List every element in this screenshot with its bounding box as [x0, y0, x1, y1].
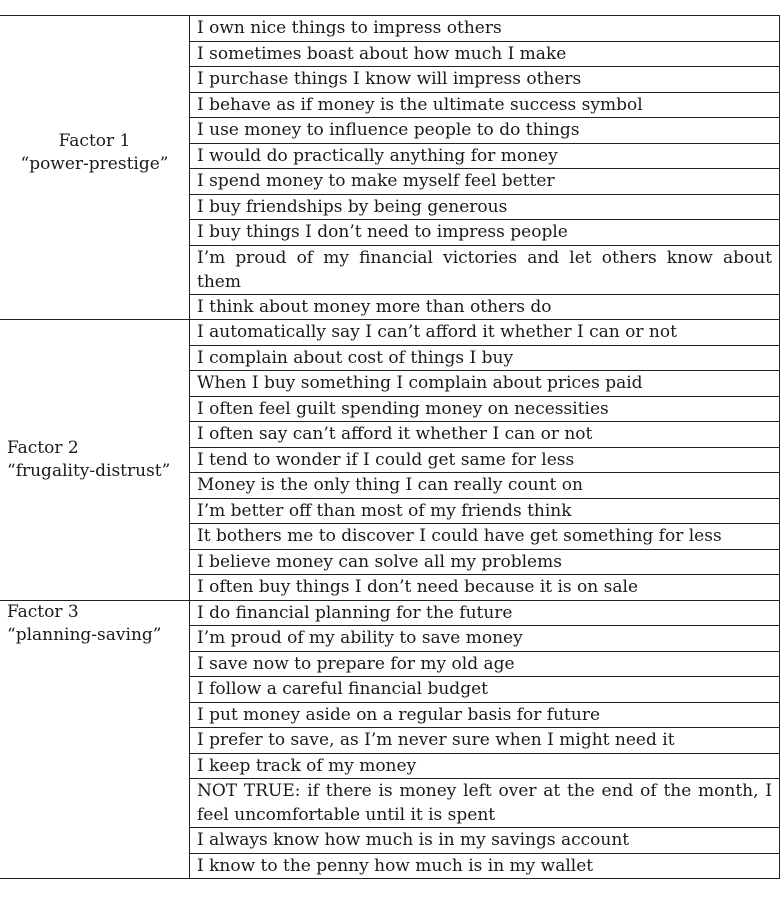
factor-label: Factor 2	[7, 437, 79, 458]
money-attitude-factor-table	[0, 15, 780, 879]
factor-cell-1	[0, 16, 190, 320]
item-cell: I behave as if money is the ultimate success symbol	[190, 92, 780, 118]
factor-name: “planning-saving”	[7, 624, 162, 645]
item-cell: I spend money to make myself feel better	[190, 169, 780, 195]
item-cell: I prefer to save, as I’m never sure when I might need it	[190, 728, 780, 754]
item-cell: I do financial planning for the future	[190, 600, 780, 626]
item-cell: I often say can’t afford it whether I can or not	[190, 422, 780, 448]
item-cell: I sometimes boast about how much I make	[190, 41, 780, 67]
item-cell: When I buy something I complain about prices paid	[190, 371, 780, 397]
table-row	[0, 320, 780, 346]
item-cell: I think about money more than others do	[190, 294, 780, 320]
item-cell: I automatically say I can’t afford it whether I can or not	[190, 320, 780, 346]
item-cell: I believe money can solve all my problems	[190, 549, 780, 575]
item-cell: I follow a careful financial budget	[190, 677, 780, 703]
item-cell: I always know how much is in my savings account	[190, 828, 780, 854]
item-cell: I tend to wonder if I could get same for less	[190, 447, 780, 473]
item-cell: I know to the penny how much is in my wallet	[190, 853, 780, 879]
item-cell: I’m proud of my financial victories and let others know about them	[190, 245, 780, 294]
factor-label: Factor 1	[58, 130, 131, 151]
item-cell: I often feel guilt spending money on necessities	[190, 396, 780, 422]
table-row	[0, 600, 780, 626]
item-cell: I would do practically anything for money	[190, 143, 780, 169]
factor-cell-3	[0, 600, 190, 879]
factor-label: Factor 3	[7, 601, 79, 622]
item-cell: It bothers me to discover I could have get something for less	[190, 524, 780, 550]
item-cell: I keep track of my money	[190, 753, 780, 779]
item-cell: I save now to prepare for my old age	[190, 651, 780, 677]
item-cell: I buy friendships by being generous	[190, 194, 780, 220]
table-row	[0, 16, 780, 42]
factor-name: “frugality-distrust”	[7, 460, 171, 481]
item-cell: I’m better off than most of my friends think	[190, 498, 780, 524]
factor-name: “power-prestige”	[20, 153, 169, 174]
item-cell: I purchase things I know will impress others	[190, 67, 780, 93]
item-cell: I complain about cost of things I buy	[190, 345, 780, 371]
item-cell: Money is the only thing I can really count on	[190, 473, 780, 499]
item-cell: I often buy things I don’t need because it is on sale	[190, 575, 780, 601]
item-cell: I buy things I don’t need to impress people	[190, 220, 780, 246]
item-cell: I own nice things to impress others	[190, 16, 780, 42]
item-cell: I use money to influence people to do things	[190, 118, 780, 144]
item-cell: I put money aside on a regular basis for future	[190, 702, 780, 728]
item-cell: NOT TRUE: if there is money left over at the end of the month, I feel uncomfortable until it is spent	[190, 779, 780, 828]
factor-cell-2	[0, 320, 190, 601]
item-cell: I’m proud of my ability to save money	[190, 626, 780, 652]
